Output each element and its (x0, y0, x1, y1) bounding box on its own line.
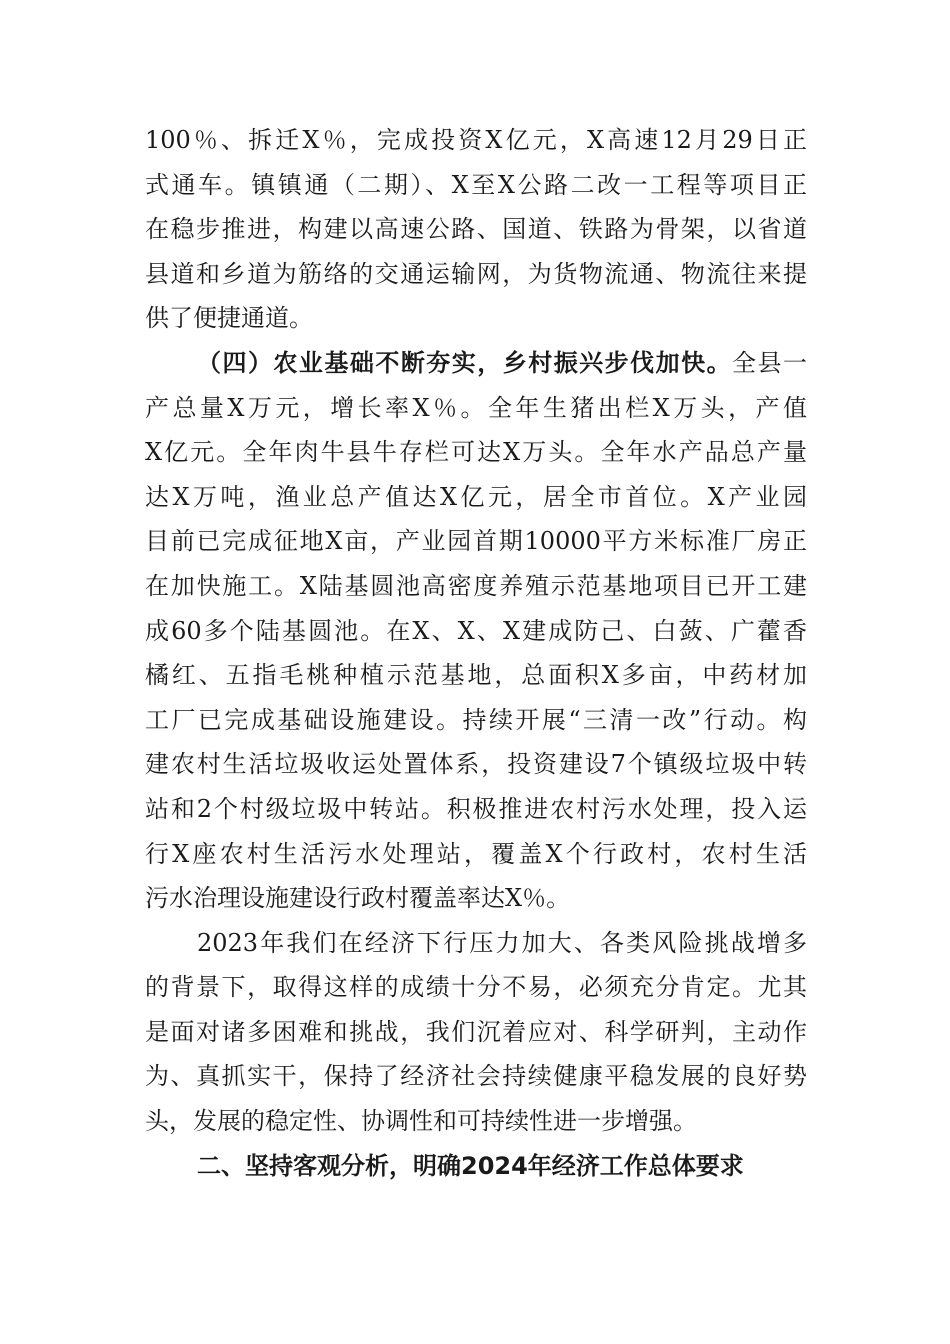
text-line: 式通车。镇镇通（二期）、X至X公路二改一工程等项目正 (145, 170, 807, 199)
text-line: 站和2个村级垃圾中转站。积极推进农村污水处理，投入运 (145, 794, 807, 823)
text-line: 建农村生活垃圾收运处置体系，投资建设7个镇级垃圾中转 (145, 750, 807, 779)
text-line: 在加快施工。X陆基圆池高密度养殖示范基地项目已开工建 (145, 571, 807, 600)
paragraph-transport (145, 118, 807, 341)
section-heading: 二、坚持客观分析，明确2024年经济工作总体要求 (197, 1151, 744, 1180)
text-line: 目前已完成征地X亩，产业园首期10000平方米标准厂房正 (145, 527, 807, 556)
text-line: 橘红、五指毛桃种植示范基地，总面积X多亩，中药材加 (145, 661, 807, 690)
text-line: 是面对诸多困难和挑战，我们沉着应对、科学研判，主动作 (145, 1017, 807, 1046)
text-line: 产总量X万元，增长率X％。全年生猪出栏X万头，产值 (145, 393, 807, 422)
subsection-heading: （四）农业基础不断夯实，乡村振兴步伐加快。 (197, 347, 733, 377)
text-line: 100％、拆迁X％，完成投资X亿元，X高速12月29日正 (145, 126, 807, 154)
text-line: 头，发展的稳定性、协调性和可持续性进一步增强。 (145, 1107, 697, 1136)
text-line: 的背景下，取得这样的成绩十分不易，必须充分肯定。尤其 (145, 973, 807, 1002)
text-line: 在稳步推进，构建以高速公路、国道、铁路为骨架，以省道 (145, 215, 807, 244)
text-line: 工厂已完成基础设施建设。持续开展“三清一改”行动。构 (145, 705, 807, 734)
text-line: X亿元。全年肉牛县牛存栏可达X万头。全年水产品总产量 (145, 438, 807, 467)
text-line: 供了便捷通道。 (145, 304, 313, 333)
text-span: 全县一 (732, 348, 808, 377)
text-line: 行X座农村生活污水处理站，覆盖X个行政村，农村生活 (145, 839, 807, 868)
text-line: 为、真抓实干，保持了经济社会持续健康平稳发展的良好势 (145, 1062, 807, 1091)
paragraph-agriculture (145, 341, 807, 921)
document-page (145, 118, 807, 1188)
paragraph-first-line (145, 341, 807, 386)
text-line: 2023年我们在经济下行压力加大、各类风险挑战增多 (197, 928, 807, 957)
text-line: 污水治理设施建设行政村覆盖率达X％。 (145, 884, 571, 913)
text-line: 县道和乡道为筋络的交通运输网，为货物流通、物流往来提 (145, 259, 807, 288)
text-line: 达X万吨，渔业总产值达X亿元，居全市首位。X产业园 (145, 482, 807, 511)
text-line: 成60多个陆基圆池。在X、X、X建成防己、白蔹、广藿香 (145, 616, 807, 645)
paragraph-summary (145, 921, 807, 1144)
